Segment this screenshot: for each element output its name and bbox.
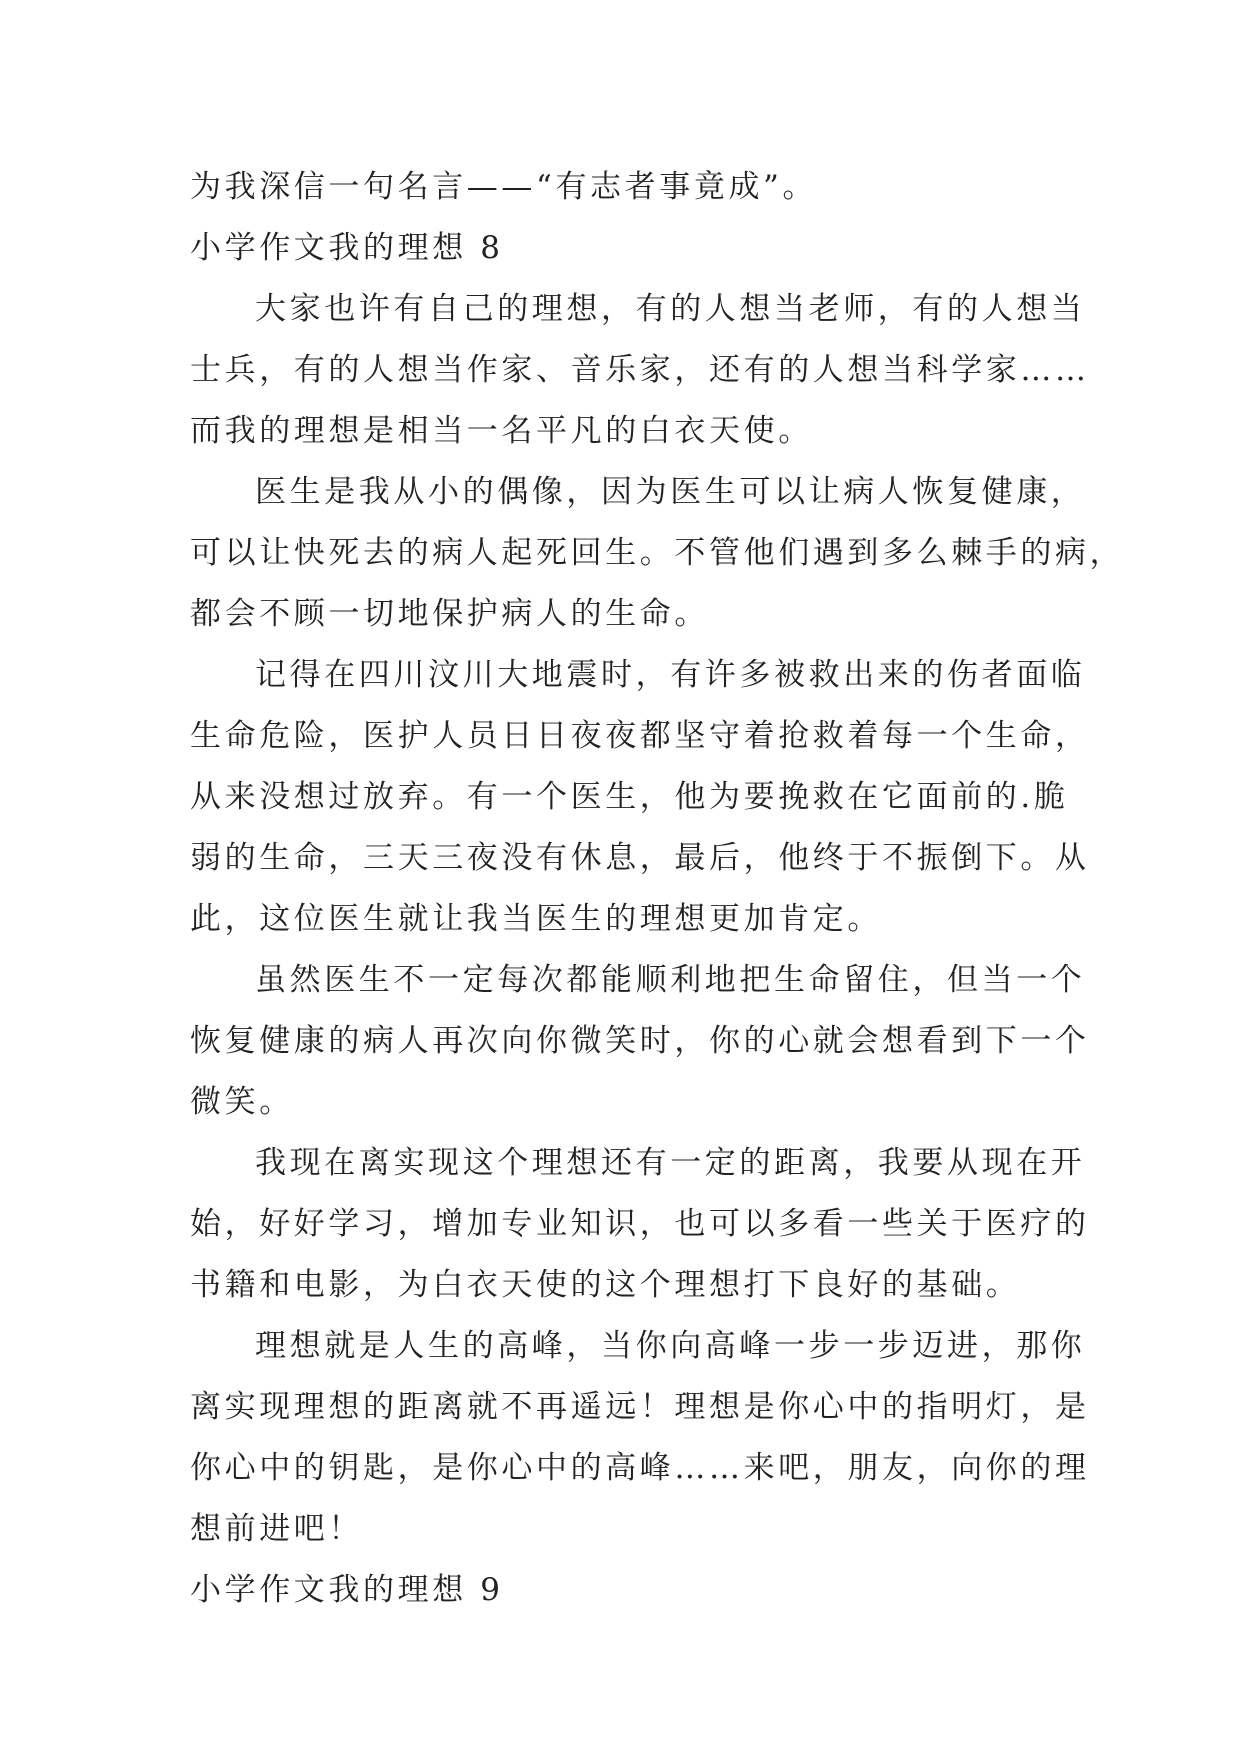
text-line: 离实现理想的距离就不再遥远！理想是你心中的指明灯，是 — [190, 1389, 1090, 1425]
text-line: 想前进吧！ — [190, 1511, 363, 1547]
text-line: 你心中的钥匙，是你心中的高峰……来吧，朋友，向你的理 — [190, 1450, 1090, 1486]
text-line: 医生是我从小的偶像，因为医生可以让病人恢复健康， — [255, 474, 1086, 510]
text-line: 弱的生命，三天三夜没有休息，最后，他终于不振倒下。从 — [190, 840, 1090, 876]
text-line: 我现在离实现这个理想还有一定的距离，我要从现在开 — [255, 1145, 1086, 1181]
text-line: 恢复健康的病人再次向你微笑时，你的心就会想看到下一个 — [190, 1023, 1090, 1059]
section-heading: 小学作文我的理想 9 — [190, 1572, 504, 1608]
section-heading: 小学作文我的理想 8 — [190, 230, 504, 266]
text-line: 可以让快死去的病人起死回生。不管他们遇到多么棘手的病， — [190, 535, 1125, 571]
text-line: 而我的理想是相当一名平凡的白衣天使。 — [190, 413, 813, 449]
text-line: 大家也许有自己的理想，有的人想当老师，有的人想当 — [255, 291, 1086, 327]
text-line: 书籍和电影，为白衣天使的这个理想打下良好的基础。 — [190, 1267, 1021, 1303]
text-line: 此，这位医生就让我当医生的理想更加肯定。 — [190, 901, 882, 937]
text-line: 记得在四川汶川大地震时，有许多被救出来的伤者面临 — [255, 657, 1086, 693]
text-line: 虽然医生不一定每次都能顺利地把生命留住，但当一个 — [255, 962, 1086, 998]
text-line: 微笑。 — [190, 1084, 294, 1120]
text-line: 生命危险，医护人员日日夜夜都坚守着抢救着每一个生命， — [190, 718, 1090, 754]
text-line: 从来没想过放弃。有一个医生，他为要挽救在它面前的.脆 — [190, 779, 1069, 815]
text-line: 始，好好学习，增加专业知识，也可以多看一些关于医疗的 — [190, 1206, 1090, 1242]
text-line: 都会不顾一切地保护病人的生命。 — [190, 596, 709, 632]
text-line: 士兵，有的人想当作家、音乐家，还有的人想当科学家…… — [190, 352, 1090, 388]
text-line: 为我深信一句名言——“有志者事竟成”。 — [190, 169, 818, 205]
text-line: 理想就是人生的高峰，当你向高峰一步一步迈进，那你 — [255, 1328, 1086, 1364]
